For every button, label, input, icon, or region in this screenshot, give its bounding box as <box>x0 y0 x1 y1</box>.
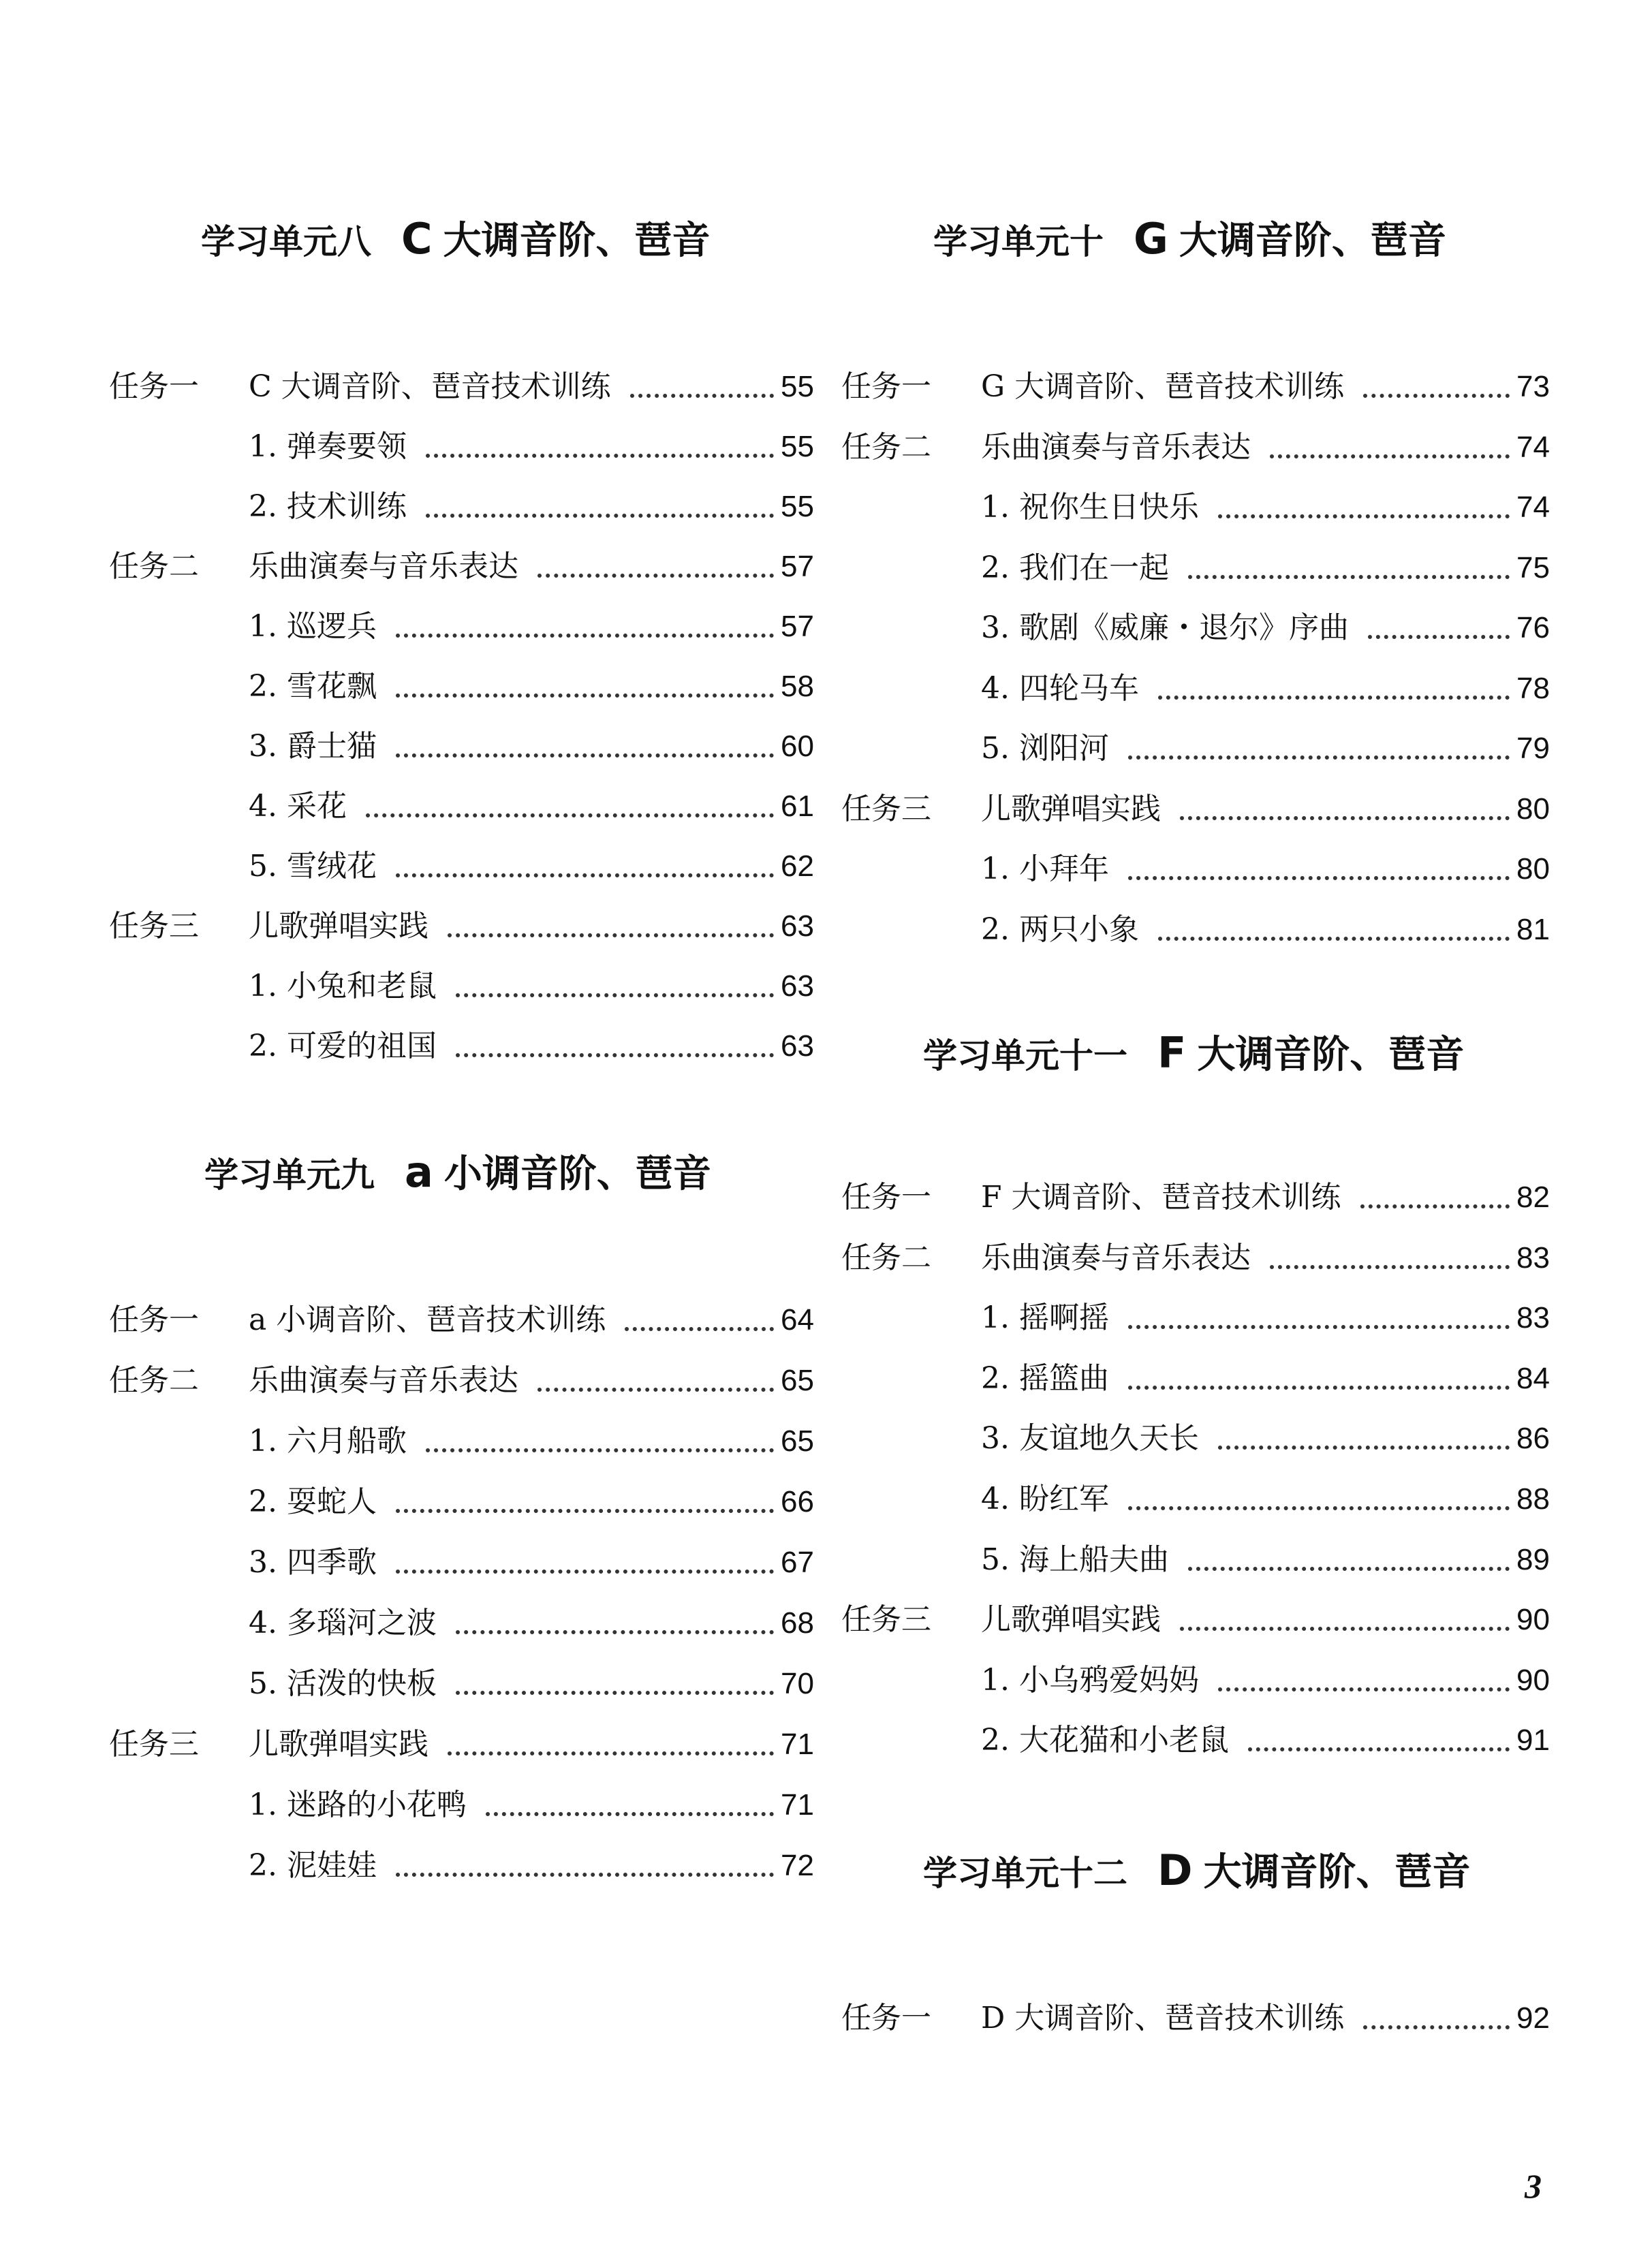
toc-page-number: 55 <box>781 430 814 463</box>
toc-page-number: 70 <box>781 1667 814 1700</box>
unit-heading-11 <box>923 1028 1652 1078</box>
toc-entry[interactable] <box>109 721 814 762</box>
toc-page-number: 57 <box>781 610 814 643</box>
toc-entry[interactable] <box>109 481 814 522</box>
toc-dot-leader <box>1158 696 1510 700</box>
toc-entry[interactable] <box>841 1534 1550 1575</box>
toc-dot-leader <box>1128 876 1510 880</box>
toc-page-number: 91 <box>1516 1723 1550 1758</box>
toc-dot-leader <box>426 514 774 518</box>
toc-entry[interactable] <box>841 1172 1550 1213</box>
toc-entry-title: 1. 小乌鸦爱妈妈 <box>981 1662 1199 1698</box>
toc-page-number: 60 <box>781 730 814 763</box>
toc-task-label: 任务一 <box>841 1180 931 1215</box>
toc-page-number: 58 <box>781 670 814 703</box>
toc-page-number: 80 <box>1516 852 1550 886</box>
unit-prefix: 学习单元十 <box>933 222 1104 262</box>
toc-dot-leader <box>426 454 774 458</box>
unit-prefix: 学习单元九 <box>204 1155 375 1195</box>
unit-heading-8 <box>201 214 1039 264</box>
toc-page-number: 73 <box>1516 370 1550 403</box>
toc-task-label: 任务一 <box>841 369 931 404</box>
toc-entry[interactable] <box>109 1020 814 1061</box>
toc-dot-leader <box>1188 575 1510 579</box>
toc-page-number: 57 <box>781 550 814 583</box>
toc-entry-title: 5. 海上船夫曲 <box>981 1542 1169 1577</box>
toc-entry-title: 1. 小拜年 <box>981 852 1109 886</box>
toc-entry-title: 4. 采花 <box>249 789 347 824</box>
toc-entry-title: a 小调音阶、琶音技术训练 <box>249 1302 606 1337</box>
toc-entry-title: 4. 多瑙河之波 <box>249 1606 437 1640</box>
toc-task-label: 任务一 <box>109 369 199 404</box>
toc-page-number: 62 <box>781 849 814 883</box>
toc-page-number: 74 <box>1516 490 1550 524</box>
page-number: 3 <box>1525 2167 1542 2205</box>
toc-dot-leader <box>448 933 774 937</box>
toc-entry-title: 4. 盼红军 <box>981 1482 1109 1516</box>
toc-entry-title: 乐曲演奏与音乐表达 <box>249 549 518 584</box>
toc-dot-leader <box>448 1751 774 1755</box>
toc-page-number: 71 <box>781 1728 814 1761</box>
toc-entry-title: 1. 小兔和老鼠 <box>249 969 437 1003</box>
toc-page-number: 65 <box>781 1424 814 1458</box>
toc-entry[interactable] <box>841 602 1550 643</box>
toc-entry-title: D 大调音阶、琶音技术训练 <box>981 2001 1345 2035</box>
toc-entry[interactable] <box>109 541 814 582</box>
toc-entry[interactable] <box>841 783 1550 824</box>
unit-key: D <box>1157 1845 1193 1895</box>
toc-entry-title: 2. 雪花飘 <box>249 669 377 704</box>
toc-entry-title: 1. 摇啊摇 <box>981 1300 1109 1336</box>
toc-entry[interactable] <box>841 1715 1550 1758</box>
unit-key: F <box>1157 1028 1187 1078</box>
toc-task-label: 任务二 <box>841 429 931 465</box>
toc-entry[interactable] <box>109 781 814 822</box>
toc-dot-leader <box>366 813 774 817</box>
toc-entry-title: C 大调音阶、琶音技术训练 <box>249 369 611 404</box>
toc-dot-leader <box>456 1053 774 1057</box>
toc-entry[interactable] <box>841 1473 1550 1514</box>
toc-page-number: 68 <box>781 1606 814 1640</box>
toc-dot-leader <box>396 1509 774 1513</box>
toc-entry-title: 5. 活泼的快板 <box>249 1666 437 1701</box>
toc-page-number: 55 <box>781 370 814 403</box>
toc-entry[interactable] <box>841 1413 1550 1454</box>
toc-page-number: 82 <box>1516 1181 1550 1214</box>
toc-entry[interactable] <box>841 1292 1550 1336</box>
toc-task-label: 任务三 <box>841 1602 931 1638</box>
toc-dot-leader <box>1218 1446 1510 1450</box>
toc-entry-title: 3. 爵士猫 <box>249 729 377 764</box>
toc-dot-leader <box>456 1630 774 1634</box>
unit-key: C <box>401 214 433 264</box>
toc-page-number: 90 <box>1516 1663 1550 1697</box>
toc-task-label: 任务一 <box>841 2001 931 2035</box>
toc-page-number: 63 <box>781 969 814 1003</box>
unit-title: 大调音阶、琶音 <box>1179 219 1446 263</box>
toc-entry[interactable] <box>841 663 1550 704</box>
toc-entry-title: 2. 我们在一起 <box>981 550 1169 585</box>
toc-entry[interactable] <box>841 723 1550 764</box>
toc-entry[interactable] <box>109 1537 814 1578</box>
toc-dot-leader <box>1128 1506 1510 1510</box>
unit-prefix: 学习单元十二 <box>923 1854 1127 1893</box>
toc-entry-title: 1. 六月船歌 <box>249 1424 407 1458</box>
toc-entry[interactable] <box>109 841 814 884</box>
toc-entry-title: 3. 歌剧《威廉・退尔》序曲 <box>981 610 1349 645</box>
toc-entry-title: 乐曲演奏与音乐表达 <box>249 1363 518 1398</box>
toc-entry-title: 5. 浏阳河 <box>981 731 1109 766</box>
unit-prefix: 学习单元八 <box>201 222 371 262</box>
toc-page-number: 86 <box>1516 1422 1550 1456</box>
toc-dot-leader <box>396 1873 774 1877</box>
toc-dot-leader <box>1158 937 1510 941</box>
toc-dot-leader <box>396 634 774 638</box>
toc-page-number: 92 <box>1516 2001 1550 2035</box>
unit-title: 小调音阶、琶音 <box>443 1152 711 1196</box>
toc-task-label: 任务三 <box>841 791 931 826</box>
toc-dot-leader <box>426 1448 774 1452</box>
toc-dot-leader <box>1180 816 1510 820</box>
toc-entry[interactable] <box>841 482 1550 525</box>
toc-dot-leader <box>630 394 774 398</box>
toc-entry[interactable] <box>109 1840 814 1881</box>
toc-dot-leader <box>1270 454 1510 458</box>
toc-dot-leader <box>486 1812 774 1816</box>
unit-prefix: 学习单元十一 <box>923 1036 1127 1076</box>
toc-page-number: 66 <box>781 1485 814 1518</box>
toc-page-number: 65 <box>781 1364 814 1397</box>
toc-entry[interactable] <box>841 361 1550 402</box>
toc-entry[interactable] <box>841 904 1550 945</box>
toc-page-number: 81 <box>1516 912 1550 946</box>
toc-page-number: 76 <box>1516 611 1550 644</box>
toc-page-number: 83 <box>1516 1301 1550 1335</box>
unit-title: 大调音阶、琶音 <box>443 219 711 263</box>
toc-entry-title: G 大调音阶、琶音技术训练 <box>981 369 1345 404</box>
unit-key: a <box>405 1147 433 1197</box>
toc-dot-leader <box>1248 1747 1510 1751</box>
toc-entry[interactable] <box>841 422 1550 463</box>
toc-dot-leader <box>537 1388 774 1392</box>
toc-entry-title: 2. 摇篮曲 <box>981 1360 1109 1396</box>
toc-dot-leader <box>1363 2025 1510 2029</box>
toc-page-number: 67 <box>781 1546 814 1579</box>
unit-heading-10 <box>933 214 1652 264</box>
toc-entry[interactable] <box>109 1355 814 1396</box>
toc-page-number: 79 <box>1516 732 1550 765</box>
toc-entry-title: 2. 技术训练 <box>249 489 407 524</box>
toc-entry-title: 乐曲演奏与音乐表达 <box>981 429 1251 465</box>
unit-title: 大调音阶、琶音 <box>1203 1850 1471 1894</box>
toc-page-number: 83 <box>1516 1240 1550 1275</box>
toc-task-label: 任务二 <box>109 549 199 584</box>
toc-entry-title: 1. 巡逻兵 <box>249 609 377 644</box>
toc-page-number: 64 <box>781 1303 814 1337</box>
toc-entry[interactable] <box>109 1719 814 1760</box>
toc-dot-leader <box>1128 755 1510 760</box>
unit-title: 大调音阶、琶音 <box>1197 1033 1465 1077</box>
toc-page-number: 80 <box>1516 792 1550 826</box>
toc-dot-leader <box>1128 1325 1510 1329</box>
toc-entry[interactable] <box>109 1416 814 1456</box>
toc-task-label: 任务三 <box>109 909 199 943</box>
toc-entry-title: 2. 可爱的祖国 <box>249 1029 437 1063</box>
toc-dot-leader <box>1218 1687 1510 1691</box>
toc-page-number: 88 <box>1516 1482 1550 1516</box>
toc-dot-leader <box>625 1327 774 1331</box>
toc-entry[interactable] <box>109 421 814 462</box>
toc-entry-title: 3. 四季歌 <box>249 1545 377 1580</box>
toc-dot-leader <box>1128 1386 1510 1390</box>
toc-task-label: 任务二 <box>841 1240 931 1275</box>
toc-page-number: 61 <box>781 790 814 823</box>
toc-entry[interactable] <box>841 1993 1550 2033</box>
toc-entry-title: 儿歌弹唱实践 <box>981 1602 1161 1638</box>
toc-task-label: 任务一 <box>109 1302 199 1337</box>
toc-entry[interactable] <box>841 1232 1550 1273</box>
toc-entry-title: 4. 四轮马车 <box>981 670 1139 706</box>
toc-entry[interactable] <box>109 1658 814 1699</box>
toc-entry-title: F 大调音阶、琶音技术训练 <box>981 1180 1341 1215</box>
toc-dot-leader <box>396 693 774 698</box>
toc-entry[interactable] <box>109 1779 814 1820</box>
toc-dot-leader <box>456 1691 774 1695</box>
toc-page-number: 84 <box>1516 1361 1550 1395</box>
toc-task-label: 任务三 <box>109 1727 199 1762</box>
toc-entry[interactable] <box>109 1476 814 1517</box>
toc-entry-title: 1. 迷路的小花鸭 <box>249 1788 467 1822</box>
toc-entry[interactable] <box>109 661 814 702</box>
toc-entry-title: 2. 两只小象 <box>981 911 1139 947</box>
toc-dot-leader <box>396 1570 774 1574</box>
toc-dot-leader <box>537 574 774 578</box>
toc-entry-title: 2. 泥娃娃 <box>249 1848 377 1883</box>
toc-dot-leader <box>456 993 774 997</box>
toc-entry-title: 乐曲演奏与音乐表达 <box>981 1240 1251 1275</box>
toc-entry-title: 儿歌弹唱实践 <box>249 1727 428 1762</box>
toc-task-label: 任务二 <box>109 1363 199 1398</box>
toc-entry[interactable] <box>841 1353 1550 1394</box>
toc-entry[interactable] <box>109 901 814 941</box>
toc-dot-leader <box>1218 514 1510 518</box>
toc-entry[interactable] <box>109 961 814 1001</box>
toc-entry-title: 5. 雪绒花 <box>249 849 377 884</box>
toc-entry[interactable] <box>109 1597 814 1638</box>
toc-dot-leader <box>1180 1627 1510 1631</box>
toc-entry-title: 3. 友谊地久天长 <box>981 1421 1199 1456</box>
toc-dot-leader <box>1188 1567 1510 1571</box>
toc-entry[interactable] <box>841 1655 1550 1696</box>
toc-page-number: 78 <box>1516 671 1550 705</box>
toc-entry[interactable] <box>109 601 814 642</box>
toc-entry[interactable] <box>109 1294 814 1335</box>
toc-entry-title: 1. 弹奏要领 <box>249 429 407 464</box>
unit-key: G <box>1134 214 1168 264</box>
toc-dot-leader <box>1363 394 1510 398</box>
toc-page-number: 72 <box>781 1849 814 1882</box>
toc-page-number: 74 <box>1516 430 1550 464</box>
toc-entry[interactable] <box>841 542 1550 583</box>
toc-page-number: 75 <box>1516 550 1550 584</box>
toc-dot-leader <box>396 753 774 758</box>
toc-page-number: 90 <box>1516 1603 1550 1637</box>
toc-page-number: 89 <box>1516 1542 1550 1576</box>
toc-entry-title: 2. 耍蛇人 <box>249 1484 377 1519</box>
toc-dot-leader <box>1368 635 1510 639</box>
unit-heading-12 <box>923 1845 1652 1895</box>
toc-dot-leader <box>1270 1265 1510 1269</box>
toc-dot-leader <box>1360 1204 1510 1208</box>
toc-page-number: 71 <box>781 1788 814 1822</box>
toc-page-number: 63 <box>781 1029 814 1063</box>
toc-entry-title: 1. 祝你生日快乐 <box>981 490 1199 525</box>
toc-entry[interactable] <box>109 361 814 402</box>
toc-entry[interactable] <box>841 843 1550 884</box>
toc-entry-title: 儿歌弹唱实践 <box>981 791 1161 826</box>
toc-dot-leader <box>396 873 774 877</box>
toc-entry-title: 2. 大花猫和小老鼠 <box>981 1723 1229 1758</box>
toc-entry[interactable] <box>841 1594 1550 1638</box>
toc-entry-title: 儿歌弹唱实践 <box>249 909 428 943</box>
toc-page-number: 55 <box>781 490 814 523</box>
toc-page-number: 63 <box>781 909 814 943</box>
